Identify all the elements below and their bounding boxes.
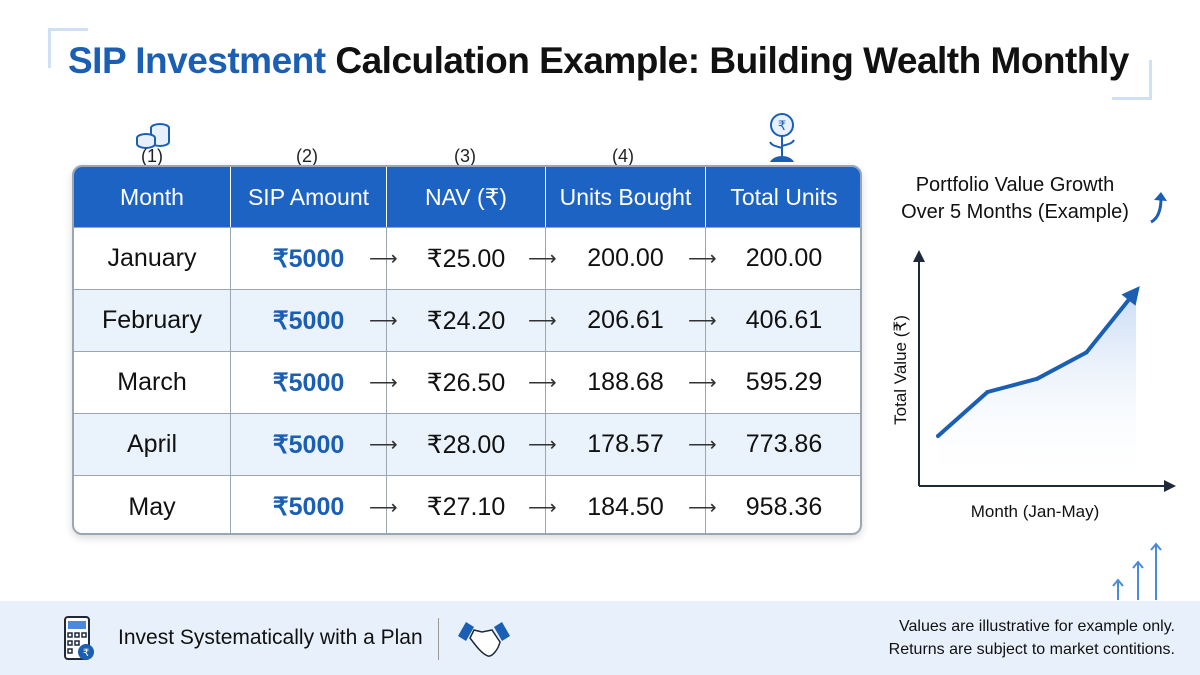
arrow-right-icon: ⟶ <box>528 434 557 456</box>
header-total-units: Total Units <box>730 183 838 210</box>
growth-arrows-decor <box>1110 540 1166 600</box>
cell-value: ₹24.20 <box>426 306 506 335</box>
sip-amount-cell <box>231 228 387 289</box>
cell-value: ₹5000 <box>272 430 345 459</box>
sip-amount-cell <box>231 290 387 351</box>
cell-value: 178.57 <box>587 430 664 458</box>
cell-value: 184.50 <box>587 492 664 521</box>
table-row <box>74 228 860 290</box>
svg-text:₹: ₹ <box>82 648 90 659</box>
cell-value: ₹5000 <box>272 306 345 335</box>
header-sip-amount: SIP Amount <box>231 167 387 227</box>
data-point-feb <box>986 390 990 394</box>
nav-cell <box>369 290 546 351</box>
cell-value: ₹5000 <box>272 244 345 273</box>
units-bought-cell <box>528 228 706 289</box>
arrow-right-icon: ⟶ <box>528 310 557 332</box>
calculator-rupee-icon <box>64 616 94 662</box>
cell-value: 200.00 <box>587 244 664 272</box>
step-number: (2) <box>296 146 318 166</box>
disclaimer <box>889 615 1175 661</box>
arrow-right-icon: ⟶ <box>369 372 398 394</box>
nav-cell <box>369 228 546 289</box>
disclaimer-line: Values are illustrative for example only. <box>899 618 1175 635</box>
cell-value: 206.61 <box>587 306 664 334</box>
title-rest: Calculation Example: Building Wealth Monthly <box>325 40 1129 81</box>
cell-value: ₹28.00 <box>426 430 506 459</box>
cell-value: April <box>126 430 177 458</box>
header-month: Month <box>74 167 231 227</box>
arrow-right-icon: ⟶ <box>688 248 717 270</box>
cell-value: March <box>117 368 187 396</box>
cell-value: 773.86 <box>745 430 823 458</box>
arrow-right-icon: ⟶ <box>369 248 398 270</box>
arrow-right-icon: ⟶ <box>688 372 717 394</box>
total-units-cell <box>688 290 862 351</box>
arrow-right-icon: ⟶ <box>528 496 557 519</box>
table-row <box>74 352 860 414</box>
units-bought-cell <box>528 352 706 413</box>
chart-title <box>880 172 1150 226</box>
nav-cell <box>369 476 546 535</box>
cell-value: 188.68 <box>587 368 664 396</box>
cell-value: May <box>128 492 176 521</box>
total-units-cell <box>688 476 862 535</box>
arrow-right-icon: ⟶ <box>688 434 717 456</box>
page-title <box>68 40 1129 82</box>
units-bought-cell <box>528 414 706 475</box>
arrow-right-icon: ⟶ <box>369 434 398 456</box>
arrow-right-icon: ⟶ <box>688 496 717 519</box>
chart-title-line: Portfolio Value Growth <box>915 174 1115 196</box>
data-point-apr <box>1085 350 1089 354</box>
footer-divider <box>438 618 439 660</box>
cell-value: January <box>107 244 197 272</box>
disclaimer-line: Returns are subject to market contitions. <box>888 641 1175 658</box>
portfolio-chart <box>880 240 1180 530</box>
data-point-may <box>1134 289 1138 293</box>
sip-table <box>72 165 862 535</box>
total-units-cell <box>688 414 862 475</box>
total-units-cell <box>688 228 862 289</box>
step-number: (3) <box>454 146 476 166</box>
month-cell <box>74 352 231 413</box>
table-row <box>74 476 860 535</box>
svg-text:₹: ₹ <box>777 118 787 133</box>
month-cell <box>74 476 231 535</box>
cell-value: ₹5000 <box>272 493 345 521</box>
step-number: (1) <box>141 146 163 166</box>
table-header <box>74 167 860 228</box>
title-highlight: SIP Investment <box>68 40 326 81</box>
table-row <box>74 414 860 476</box>
cell-value: February <box>101 306 203 334</box>
step-number: (4) <box>612 146 634 166</box>
handshake-icon <box>456 620 512 662</box>
units-bought-cell <box>528 290 706 351</box>
total-units-cell <box>688 352 862 413</box>
arrow-right-icon: ⟶ <box>528 248 557 270</box>
trend-up-icon <box>1148 190 1170 226</box>
arrow-right-icon: ⟶ <box>688 310 717 332</box>
y-axis-label: Total Value (₹) <box>891 315 910 425</box>
sip-amount-cell <box>231 352 387 413</box>
cell-value: 200.00 <box>745 244 823 272</box>
cell-value: ₹5000 <box>272 368 345 397</box>
header-units-bought: Units Bought <box>546 167 706 227</box>
cell-value: 406.61 <box>745 306 823 334</box>
x-axis-arrow <box>1164 480 1176 492</box>
month-cell <box>74 290 231 351</box>
table-row <box>74 290 860 352</box>
units-bought-cell <box>528 476 706 535</box>
month-cell <box>74 228 231 289</box>
cell-value: ₹27.10 <box>426 493 506 521</box>
cell-value: 595.29 <box>745 368 823 396</box>
chart-area-fill <box>938 291 1136 485</box>
chart-title-line: Over 5 Months (Example) <box>901 201 1129 223</box>
arrow-right-icon: ⟶ <box>528 372 557 394</box>
month-cell <box>74 414 231 475</box>
header-nav: NAV (₹) <box>387 167 546 227</box>
sip-amount-cell <box>231 414 387 475</box>
nav-cell <box>369 414 546 475</box>
nav-cell <box>369 352 546 413</box>
plant-rupee-icon <box>765 112 799 164</box>
y-axis-arrow <box>913 250 925 262</box>
cell-value: 958.36 <box>745 492 823 521</box>
sip-amount-cell <box>231 476 387 535</box>
x-axis-label: Month (Jan-May) <box>970 502 1100 521</box>
footer-tagline: Invest Systematically with a Plan <box>118 626 423 649</box>
cell-value: ₹25.00 <box>426 244 506 273</box>
arrow-right-icon: ⟶ <box>369 310 398 332</box>
arrow-right-icon: ⟶ <box>369 496 398 519</box>
data-point-jan <box>936 434 940 438</box>
cell-value: ₹26.50 <box>426 368 506 397</box>
data-point-mar <box>1035 377 1039 381</box>
